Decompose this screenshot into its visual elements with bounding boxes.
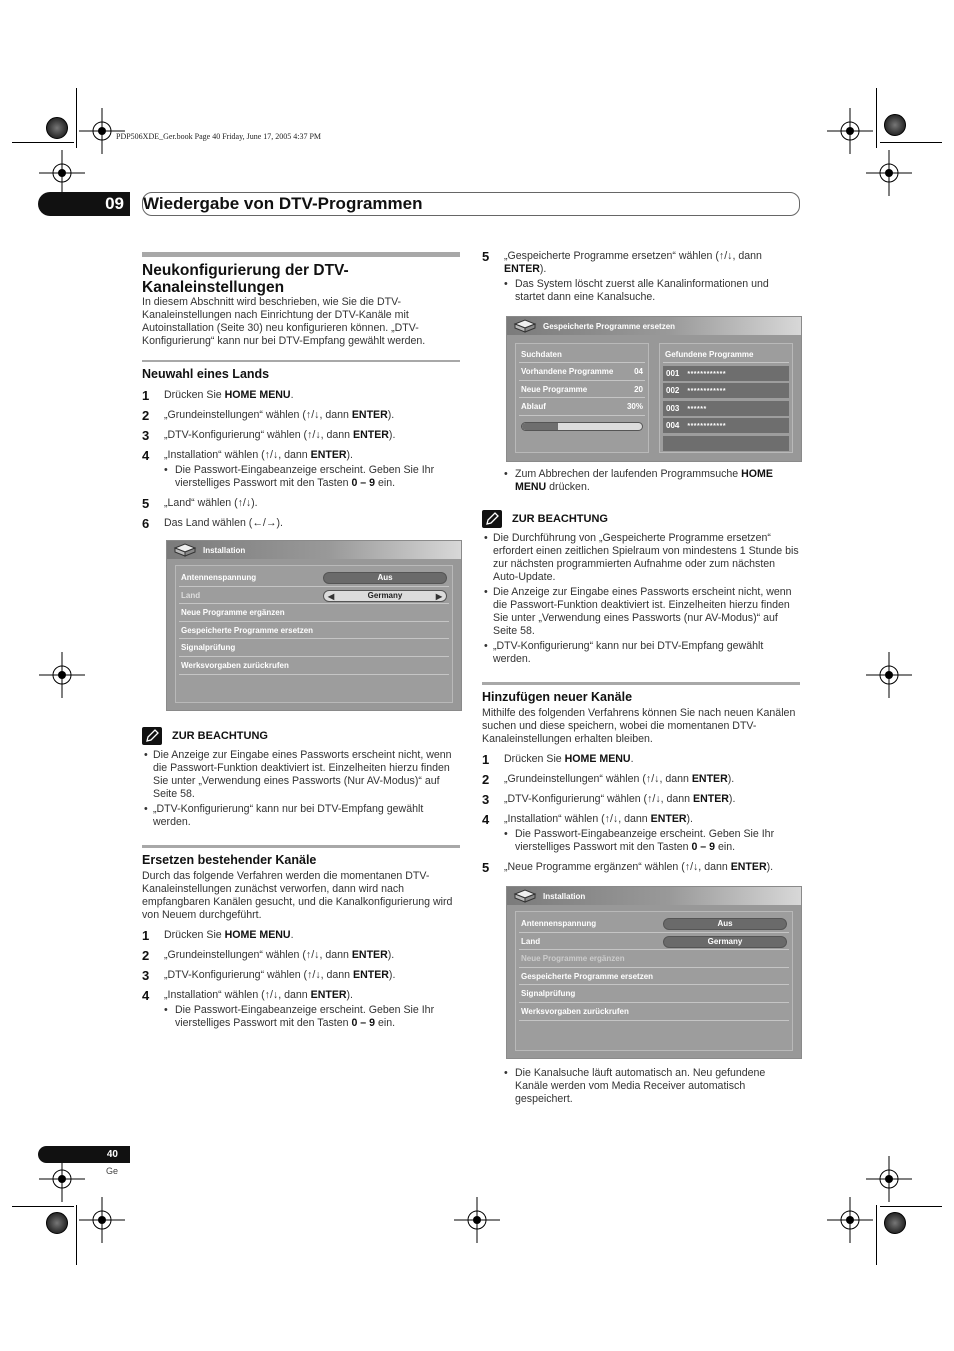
menu-row-land[interactable]: Land Germany	[519, 933, 789, 951]
section-intro: In diesem Abschnitt wird beschrieben, wie Sie die DTV-Kanaleinstellungen nach Einrichtung der DTV-Kanäle mit Autoinstallation (Seite 30) neu konfigurieren können. „DTV-Konfigurierung“ kann nur bei DTV-Empfang gewählt werden.	[142, 296, 426, 347]
print-dot-top-left	[46, 117, 68, 139]
found-program-empty	[663, 436, 789, 451]
value-pill: Aus	[323, 572, 447, 584]
menu-row-antennenspannung[interactable]: Antennenspannung Aus	[519, 915, 789, 933]
step: 2 „Grundeinstellungen“ wählen (↑/↓, dann ENTER).	[482, 772, 735, 787]
print-dot-bottom-left	[46, 1212, 68, 1234]
step: 2 „Grundeinstellungen“ wählen (↑/↓, dann ENTER).	[142, 408, 395, 423]
step: 3 „DTV-Konfigurierung“ wählen (↑/↓, dann ENTER).	[142, 968, 396, 983]
step: 3 „DTV-Konfigurierung“ wählen (↑/↓, dann ENTER).	[482, 792, 736, 807]
screen-titlebar: Installation	[167, 541, 461, 559]
step: 1 Drücken Sie HOME MENU.	[482, 752, 634, 767]
step: 1 Drücken Sie HOME MENU.	[142, 388, 294, 403]
registration-mark-icon	[866, 1156, 912, 1202]
search-data-pane: Suchdaten Vorhandene Programme 04 Neue Programme 20 Ablauf 30%	[515, 343, 649, 453]
registration-mark-icon	[866, 150, 912, 196]
arrow-right-icon[interactable]: ▶	[435, 591, 442, 601]
section-rule	[142, 252, 460, 257]
menu-list	[175, 565, 453, 703]
installation-screen	[506, 886, 802, 1059]
left-column	[142, 252, 460, 1030]
crop-line	[76, 88, 77, 148]
menu-row[interactable]: Neue Programme ergänzen	[179, 604, 449, 622]
print-dot-bottom-right	[884, 1212, 906, 1234]
step: 5 „Land“ wählen (↑/↓).	[142, 496, 258, 511]
bullet-item: • Zum Abbrechen der laufenden Programmsuche HOME MENU drücken.	[504, 468, 773, 493]
crop-line	[880, 1206, 942, 1207]
arrow-left-icon[interactable]: ◀	[328, 591, 335, 601]
progress-fill	[522, 423, 558, 430]
bullet-item: • Die Passwort-Eingabeanzeige erscheint. Geben Sie Ihr vierstelliges Passwort mit den Tasten 0 – 9 ein.	[164, 1004, 435, 1029]
step: 3 „DTV-Konfigurierung“ wählen (↑/↓, dann ENTER).	[142, 428, 396, 443]
screen-titlebar: Gespeicherte Programme ersetzen	[507, 317, 801, 335]
chapter-title: Wiedergabe von DTV-Programmen	[143, 194, 423, 213]
step: 4 „Installation“ wählen (↑/↓, dann ENTER).	[142, 448, 354, 463]
setup-icon	[513, 888, 537, 904]
note-item: • „DTV-Konfigurierung“ kann nur bei DTV-Empfang gewählt werden.	[484, 640, 764, 665]
registration-mark-icon	[827, 108, 873, 154]
subsection-heading: Ersetzen bestehender Kanäle	[142, 853, 317, 867]
setup-icon	[513, 318, 537, 334]
section-rule	[142, 845, 460, 848]
subsection-intro: Mithilfe des folgenden Verfahrens können Sie nach neuen Kanälen suchen und diese speichern, wobei die momentanen DTV-Kanaleinstellungen erhalten bleiben.	[482, 707, 796, 745]
right-column	[482, 250, 800, 1106]
found-program: 001 ************	[663, 366, 789, 381]
progress-bar	[521, 422, 643, 431]
section-rule	[142, 360, 460, 362]
search-panes	[515, 343, 793, 453]
page-number: 40	[38, 1146, 130, 1163]
note-item: • Die Durchführung von „Gespeicherte Programme ersetzen“ erfordert einen zeitlichen Spielraum von mindestens 1 Stunde bis zur nächsten programmierten Aufnahme oder zum nächsten Auto-Update.	[484, 532, 799, 583]
search-screen	[506, 316, 802, 462]
crop-line	[880, 142, 942, 143]
note-item: • „DTV-Konfigurierung“ kann nur bei DTV-Empfang gewählt werden.	[144, 803, 424, 828]
bullet-item: • Die Kanalsuche läuft automatisch an. Neu gefundene Kanäle werden vom Media Receiver automatisch gespeichert.	[504, 1067, 766, 1105]
found-programs-pane: Gefundene Programme 001 ************ 002 ************ 003 ****** 004 ************	[659, 343, 793, 453]
step: 5 „Gespeicherte Programme ersetzen“ wählen (↑/↓, dann ENTER).	[482, 249, 762, 275]
crop-line	[76, 1205, 77, 1265]
section-rule	[482, 682, 800, 685]
menu-row[interactable]: Gespeicherte Programme ersetzen	[519, 968, 789, 986]
step: 1 Drücken Sie HOME MENU.	[142, 928, 294, 943]
step: 5 „Neue Programme ergänzen“ wählen (↑/↓, dann ENTER).	[482, 860, 774, 875]
note-header: ZUR BEACHTUNG	[482, 510, 800, 528]
step: 6 Das Land wählen (←/→).	[142, 516, 283, 531]
registration-mark-icon	[79, 1197, 125, 1243]
found-program: 003 ******	[663, 401, 789, 416]
menu-row-land[interactable]: Land ◀ Germany ▶	[179, 587, 449, 605]
menu-row[interactable]: Signalprüfung	[179, 639, 449, 657]
registration-mark-icon	[827, 1197, 873, 1243]
value-pill: Germany	[663, 936, 787, 948]
search-stat: Vorhandene Programme 04	[519, 363, 645, 381]
note-pencil-icon	[142, 727, 162, 745]
crop-line	[12, 1206, 74, 1207]
note-header: ZUR BEACHTUNG	[142, 727, 460, 745]
setup-icon	[173, 542, 197, 558]
print-dot-top-right	[884, 114, 906, 136]
registration-mark-icon	[454, 1197, 500, 1243]
installation-screen	[166, 540, 462, 711]
note-item: • Die Anzeige zur Eingabe eines Passworts erscheint nicht, wenn die Passwort-Funktion deaktiviert ist. Einzelheiten hierzu finden Sie unter „Verwendung eines Passworts (nur AV-Modus)“ auf Seite 58.	[484, 586, 792, 637]
section-title: Neukonfigurierung der DTV-Kanaleinstellungen	[142, 262, 349, 296]
chapter-number: 09	[38, 192, 130, 216]
screen-titlebar: Installation	[507, 887, 801, 905]
menu-row[interactable]: Werksvorgaben zurückrufen	[519, 1003, 789, 1021]
bullet-item: • Die Passwort-Eingabeanzeige erscheint. Geben Sie Ihr vierstelliges Passwort mit den Tasten 0 – 9 ein.	[164, 464, 435, 489]
registration-mark-icon	[79, 108, 125, 154]
value-pill: ◀ Germany ▶	[323, 590, 447, 602]
menu-row[interactable]: Werksvorgaben zurückrufen	[179, 657, 449, 675]
crop-line	[12, 142, 74, 143]
search-stat: Neue Programme 20	[519, 381, 645, 399]
value-pill: Aus	[663, 918, 787, 930]
found-program: 002 ************	[663, 383, 789, 398]
found-program: 004 ************	[663, 418, 789, 433]
crop-line	[876, 1205, 877, 1265]
page-language: Ge	[106, 1166, 119, 1176]
menu-row[interactable]: Signalprüfung	[519, 985, 789, 1003]
note-item: • Die Anzeige zur Eingabe eines Passworts erscheint nicht, wenn die Passwort-Funktion deaktiviert ist. Einzelheiten hierzu finden Sie unter „Verwendung eines Passworts (Nur AV-Modus)“ auf Seite 58.	[144, 749, 452, 800]
menu-row[interactable]: Neue Programme ergänzen	[519, 950, 789, 968]
subsection-intro: Durch das folgende Verfahren werden die momentanen DTV-Kanaleinstellungen zunächst verworfen, dann wird nach empfangbaren Kanälen gesucht, und die Kanalkonfigurierung wird von Neuem durchgeführt.	[142, 870, 453, 921]
menu-row[interactable]: Gespeicherte Programme ersetzen	[179, 622, 449, 640]
step: 4 „Installation“ wählen (↑/↓, dann ENTER).	[142, 988, 354, 1003]
step: 4 „Installation“ wählen (↑/↓, dann ENTER).	[482, 812, 694, 827]
menu-list	[515, 911, 793, 1051]
registration-mark-icon	[39, 150, 85, 196]
menu-row-antennenspannung[interactable]: Antennenspannung Aus	[179, 569, 449, 587]
registration-mark-icon	[866, 652, 912, 698]
bullet-item: • Das System löscht zuerst alle Kanalinformationen und startet dann eine Kanalsuche.	[504, 278, 769, 303]
crop-line	[876, 88, 877, 148]
file-info: PDP506XDE_Ger.book Page 40 Friday, June 17, 2005 4:37 PM	[116, 132, 322, 141]
registration-mark-icon	[39, 652, 85, 698]
bullet-item: • Die Passwort-Eingabeanzeige erscheint. Geben Sie Ihr vierstelliges Passwort mit den Tasten 0 – 9 ein.	[504, 828, 775, 853]
note-pencil-icon	[482, 510, 502, 528]
subsection-heading: Hinzufügen neuer Kanäle	[482, 690, 633, 704]
search-stat: Ablauf 30%	[519, 398, 645, 416]
step: 2 „Grundeinstellungen“ wählen (↑/↓, dann ENTER).	[142, 948, 395, 963]
subsection-heading: Neuwahl eines Lands	[142, 367, 270, 381]
